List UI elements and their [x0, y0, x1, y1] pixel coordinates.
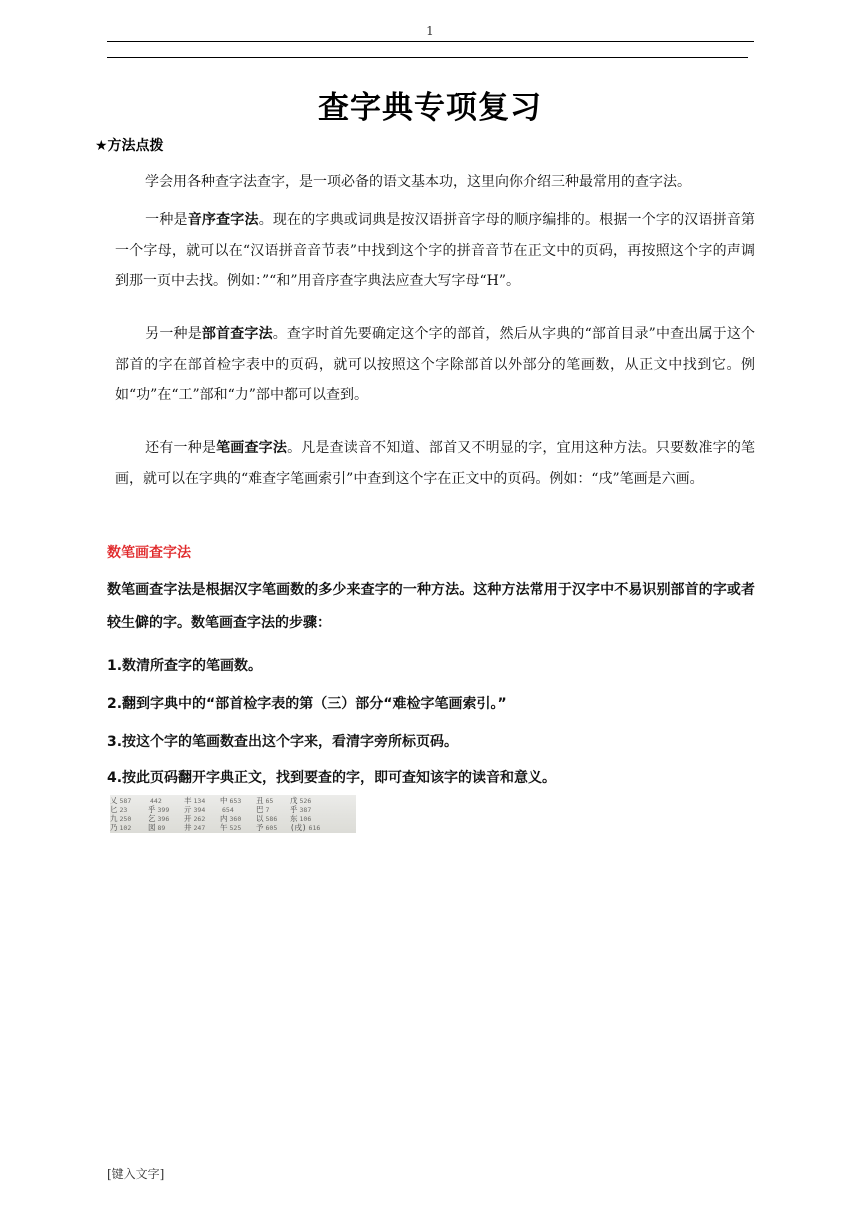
method-paragraph-phonetic [115, 205, 755, 297]
index-cell: 东 106 [290, 814, 312, 823]
method-name: 音序查字法 [187, 212, 259, 228]
index-cell: 以 586 [256, 814, 278, 823]
index-cell: 図 89 [148, 823, 166, 832]
footer-placeholder: [键入文字] [107, 1167, 165, 1181]
index-row [110, 805, 356, 814]
index-cell: 654 [222, 806, 234, 814]
index-cell: 中 653 [220, 796, 242, 805]
index-cell: 乃 102 [110, 823, 132, 832]
method-prefix: 还有一种是 [145, 440, 217, 456]
index-cell: 巴 7 [256, 805, 270, 814]
step-4: 4.按此页码翻开字典正文，找到要查的字，即可查知该字的读音和意义。 [107, 770, 557, 786]
method-text: 。凡是查读音不知道、部首又不明显的字，宜用这种方法。只要数准字的笔画，就可以在字典的“难查字笔画索引”中查到这个字在正文中的页码。例如：“戌”笔画是六画。 [115, 440, 756, 487]
index-cell: 午 525 [220, 823, 242, 832]
index-cell: 乎 399 [148, 805, 170, 814]
method-name: 笔画查字法 [216, 440, 288, 456]
index-cell: 乞 396 [148, 814, 170, 823]
index-cell: 乎 387 [290, 805, 312, 814]
index-cell: (戌) 616 [290, 823, 321, 832]
step-1: 1.数清所查字的笔画数。 [107, 658, 263, 674]
index-cell: 九 250 [110, 814, 132, 823]
index-cell: 丑 65 [256, 796, 274, 805]
page-number: 1 [426, 24, 434, 38]
index-cell: 戊 526 [290, 796, 312, 805]
index-cell: 予 605 [256, 823, 278, 832]
stroke-section-heading: 数笔画查字法 [107, 545, 191, 561]
header-rule-bottom [107, 57, 748, 58]
index-cell: 亓 394 [184, 805, 206, 814]
intro-text: 学会用各种查字法查字，是一项必备的语文基本功，这里向你介绍三种最常用的查字法。 [145, 174, 691, 190]
index-cell: 开 262 [184, 814, 206, 823]
method-heading: ★方法点拨 [95, 138, 164, 154]
method-prefix: 另一种是 [145, 326, 202, 342]
index-cell: 内 360 [220, 814, 242, 823]
index-cell: 丰 134 [184, 796, 206, 805]
index-cell: 匕 23 [110, 805, 128, 814]
index-cell: 井 247 [184, 823, 206, 832]
page-title: 查字典专项复习 [318, 90, 542, 126]
index-row [110, 814, 356, 823]
index-cell: 乂 587 [110, 796, 132, 805]
method-paragraph-stroke [115, 433, 755, 494]
index-row [110, 823, 356, 832]
method-text: 。查字时首先要确定这个字的部首，然后从字典的“部首目录”中查出属于这个部首的字在部首检字表中的页码，就可以按照这个字除部首以外部分的笔画数，从正文中找到它。例如“功”在“工”部和“力”部中都可以查到。 [115, 326, 756, 403]
stroke-index-image [110, 795, 356, 833]
index-row [110, 796, 356, 805]
stroke-section-description: 数笔画查字法是根据汉字笔画数的多少来查字的一种方法。这种方法常用于汉字中不易识别部首的字或者较生僻的字。数笔画查字法的步骤： [107, 582, 755, 631]
intro-paragraph [115, 167, 755, 198]
method-text: 。现在的字典或词典是按汉语拼音字母的顺序编排的。根据一个字的汉语拼音第一个字母，就可以在“汉语拼音音节表”中找到这个字的拼音音节在正文中的页码，再按照这个字的声调到那一页中去找。例如：”“和”用音序查字典法应查大写字母“H”。 [115, 212, 756, 289]
method-name: 部首查字法 [201, 326, 273, 342]
step-3: 3.按这个字的笔画数查出这个字来，看清字旁所标页码。 [107, 734, 459, 750]
index-cell: 442 [150, 797, 162, 805]
header-rule-top [107, 41, 754, 42]
method-paragraph-radical [115, 319, 755, 411]
step-2: 2.翻到字典中的“部首检字表的第（三）部分“难检字笔画索引。” [107, 696, 507, 712]
method-prefix: 一种是 [145, 212, 188, 228]
